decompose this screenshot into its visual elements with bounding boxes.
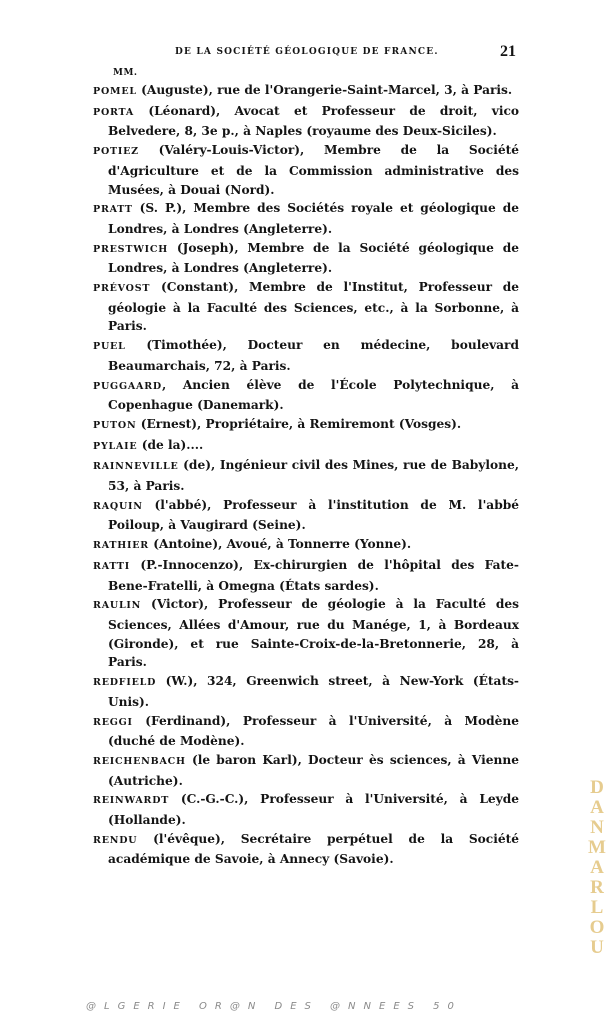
member-surname: PYLAIE <box>93 440 138 452</box>
member-details: (l'abbé), Professeur à l'institution de M. l'abbé Poiloup, à Vaugirard (Seine). <box>108 497 519 533</box>
member-surname: POTIEZ <box>93 146 139 158</box>
member-details: (Valéry-Louis-Victor), Membre de la Société d'Agriculture et de la Commission administrative des Musées, à Douai (Nord). <box>108 143 519 197</box>
member-surname: REDFIELD <box>93 677 157 689</box>
member-entry <box>93 672 519 711</box>
messieurs-abbreviation: MM. <box>113 68 138 78</box>
member-entry <box>93 712 519 751</box>
vertical-watermark: DANMARLOU <box>588 777 606 958</box>
member-entry <box>93 81 519 102</box>
member-entry <box>93 199 519 238</box>
member-entry <box>93 415 519 436</box>
member-entry <box>93 336 519 375</box>
member-surname: REICHENBACH <box>93 755 186 767</box>
member-entry <box>93 456 519 495</box>
member-details: (Antoine), Avoué, à Tonnerre (Yonne). <box>148 537 412 552</box>
member-surname: PUEL <box>93 341 126 353</box>
member-surname: RAINNEVILLE <box>93 461 179 473</box>
member-surname: PRATT <box>93 204 133 216</box>
member-details: (C.-G.-C.), Professeur à l'Université, à Leyde (Hollande). <box>108 792 519 828</box>
member-list <box>93 81 519 869</box>
member-details: (P.-Innocenzo), Ex-chirurgien de l'hôpital des Fate-Bene-Fratelli, à Omegna (États sardes). <box>108 557 519 593</box>
member-entry <box>93 141 519 199</box>
member-details: (Ernest), Propriétaire, à Remiremont (Vosges). <box>136 416 462 431</box>
member-entry <box>93 239 519 278</box>
member-details: (Ferdinand), Professeur à l'Université, à Modène (duché de Modène). <box>108 713 519 749</box>
member-surname: PRESTWICH <box>93 243 169 255</box>
member-surname: RAULIN <box>93 600 142 612</box>
member-entry <box>93 751 519 790</box>
member-details: (de la).... <box>137 437 204 452</box>
member-entry <box>93 790 519 829</box>
member-entry <box>93 102 519 141</box>
member-surname: PRÉVOST <box>93 283 151 295</box>
page-number: 21 <box>500 43 516 60</box>
member-surname: RENDU <box>93 834 138 846</box>
member-details: (Victor), Professeur de géologie à la Faculté des Sciences, Allées d'Amour, rue du Manége, 1, à Bordeaux (Gironde), et rue Sainte-Croix-de-la-Bretonnerie, 28, à Paris. <box>108 597 519 670</box>
member-surname: RATTI <box>93 560 130 572</box>
member-details: (l'évêque), Secrétaire perpétuel de la Société académique de Savoie, à Annecy (Savoie). <box>108 831 519 867</box>
member-surname: PORTA <box>93 106 135 118</box>
member-entry <box>93 830 519 869</box>
member-surname: PUTON <box>93 419 137 431</box>
footer-watermark: @LGERIE OR@N DES @NNEES 50 <box>86 1001 462 1012</box>
member-entry <box>93 595 519 672</box>
member-surname: RATHIER <box>93 540 149 552</box>
page-header <box>175 43 520 63</box>
member-entry <box>93 496 519 535</box>
member-details: (de), Ingénieur civil des Mines, rue de Babylone, 53, à Paris. <box>108 458 519 494</box>
member-details: (W.), 324, Greenwich street, à New-York (États-Unis). <box>108 674 519 709</box>
member-details: (Timothée), Docteur en médecine, boulevard Beaumarchais, 72, à Paris. <box>108 338 519 373</box>
member-entry <box>93 436 519 457</box>
member-entry <box>93 278 519 336</box>
member-entry <box>93 376 519 415</box>
member-details: (S. P.), Membre des Sociétés royale et géologique de Londres, à Londres (Angleterre). <box>108 201 519 236</box>
member-surname: REINWARDT <box>93 795 170 807</box>
member-surname: REGGI <box>93 716 133 728</box>
member-surname: POMEL <box>93 86 137 97</box>
member-details: (Joseph), Membre de la Société géologique de Londres, à Londres (Angleterre). <box>108 240 519 276</box>
running-head: DE LA SOCIÉTÉ GÉOLOGIQUE DE FRANCE. <box>175 47 439 57</box>
member-surname: RAQUIN <box>93 500 143 512</box>
member-details: (le baron Karl), Docteur ès sciences, à Vienne (Autriche). <box>108 752 519 788</box>
member-details: (Auguste), rue de l'Orangerie-Saint-Marcel, 3, à Paris. <box>136 83 513 97</box>
member-surname: PUGGAARD <box>93 380 162 392</box>
member-entry <box>93 556 519 595</box>
member-details: (Léonard), Avocat et Professeur de droit, vico Belvedere, 8, 3e p., à Naples (royaume des Deux-Siciles). <box>108 103 519 139</box>
member-details: (Constant), Membre de l'Institut, Professeur de géologie à la Faculté des Sciences, etc., à la Sorbonne, à Paris. <box>108 280 519 334</box>
member-entry <box>93 535 519 556</box>
member-details: , Ancien élève de l'École Polytechnique, à Copenhague (Danemark). <box>108 377 519 413</box>
